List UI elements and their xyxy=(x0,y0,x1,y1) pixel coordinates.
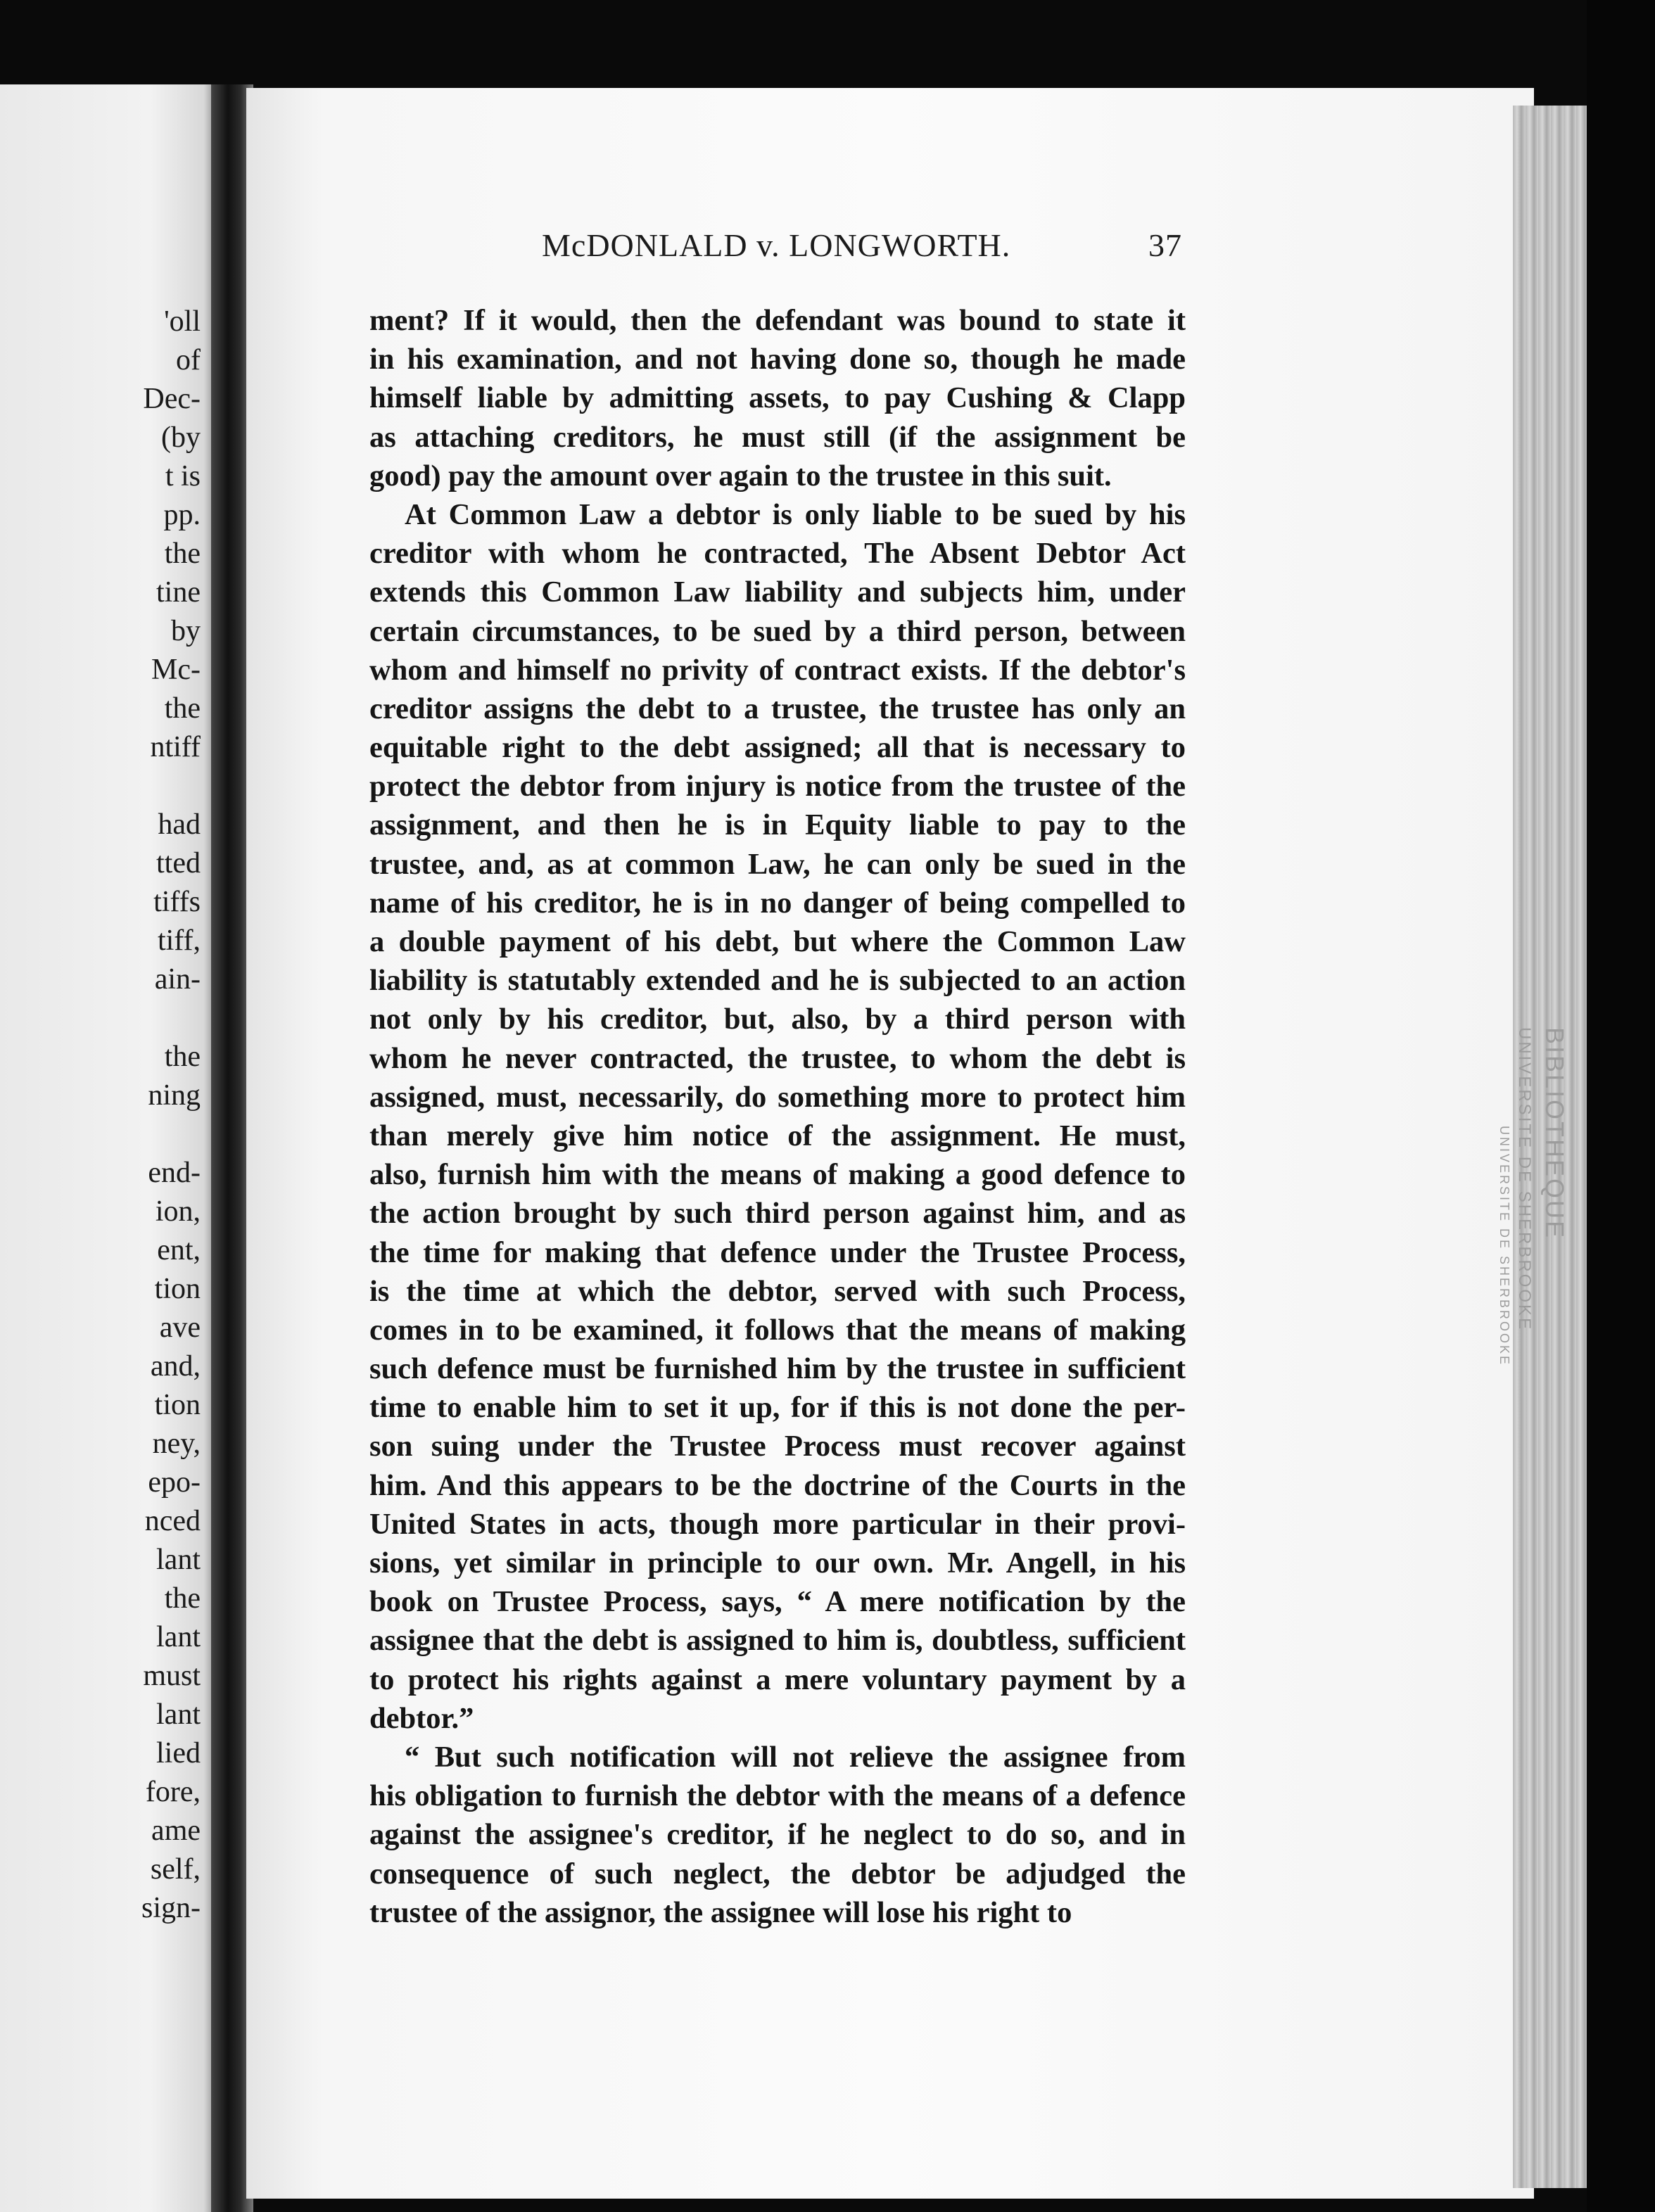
left-fragment-line: tion xyxy=(154,1389,201,1421)
left-fragment-line: ame xyxy=(151,1814,201,1847)
left-fragment-line: Dec- xyxy=(143,383,201,415)
running-head-title: McDONLALD v. LONGWORTH. xyxy=(542,227,1011,263)
left-fragment-line: tted xyxy=(156,847,201,879)
running-head xyxy=(542,227,1182,269)
text-line: consequence of such neglect, the debtor be adjudged the xyxy=(369,1857,1186,1890)
text-line: equitable right to the debt assigned; all that is necessary to xyxy=(369,731,1186,765)
text-line: assignee that the debt is assigned to him is, doubtless, sufficient xyxy=(369,1624,1186,1658)
left-fragment-line: by xyxy=(171,615,201,647)
stamp-line-3: UNIVERSITE DE SHERBROOKE xyxy=(1497,1126,1511,1367)
body-text xyxy=(369,301,1186,1932)
left-fragment-line: ning xyxy=(148,1079,201,1112)
left-fragment-line xyxy=(18,999,201,1038)
left-fragment-line: tiff, xyxy=(157,924,201,957)
left-fragment-line: Mc- xyxy=(151,654,201,686)
text-line: such defence must be furnished him by the trustee in sufficient xyxy=(369,1352,1186,1386)
left-fragment-line: ion, xyxy=(155,1195,201,1228)
left-fragment-line: ent, xyxy=(157,1234,201,1266)
stamp-line-2: UNIVERSITE DE SHERBROOKE xyxy=(1515,1027,1534,1332)
left-fragment-line: must xyxy=(143,1660,201,1692)
left-fragment-line: fore, xyxy=(145,1776,201,1808)
left-fragment-line: the xyxy=(164,1582,201,1615)
text-line: At Common Law a debtor is only liable to be sued by his xyxy=(405,497,1186,531)
left-fragment-line: and, xyxy=(150,1350,201,1382)
text-line: creditor with whom he contracted, The Absent Debtor Act xyxy=(369,537,1186,571)
left-page xyxy=(0,84,215,2212)
text-line: book on Trustee Process, says, “ A mere notification by the xyxy=(369,1585,1186,1619)
page-number: 37 xyxy=(1148,227,1182,263)
left-fragment-line: tion xyxy=(154,1273,201,1305)
left-fragment-line: nced xyxy=(144,1505,201,1537)
text-line: not only by his creditor, but, also, by a third person with xyxy=(369,1003,1186,1036)
text-line: “ But such notification will not relieve the assignee from xyxy=(405,1740,1186,1774)
text-line: assignment, and then he is in Equity liable to pay to the xyxy=(369,808,1186,842)
text-line: comes in to be examined, it follows that the means of making xyxy=(369,1313,1186,1347)
text-line: liability is statutably extended and he is subjected to an action xyxy=(369,964,1186,998)
text-line: certain circumstances, to be sued by a third person, between xyxy=(369,614,1186,648)
text-line: time to enable him to set it up, for if this is not done the per- xyxy=(369,1391,1186,1425)
left-fragment-line: the xyxy=(164,538,201,570)
left-fragment-line xyxy=(18,767,201,806)
left-fragment-line: end- xyxy=(148,1157,201,1189)
text-line: whom and himself no privity of contract exists. If the debtor's xyxy=(369,653,1186,687)
text-line: ment? If it would, then the defendant was bound to state it xyxy=(369,304,1186,337)
text-line: trustee of the assignor, the assignee will lose his right to xyxy=(369,1895,1072,1929)
text-line: United States in acts, though more particular in their provi- xyxy=(369,1507,1186,1541)
text-line: debtor.” xyxy=(369,1701,474,1735)
stamp-line-1: BIBLIOTHEQUE xyxy=(1540,1027,1569,1240)
left-fragment-line: ave xyxy=(159,1311,201,1344)
left-fragment-line: ney, xyxy=(152,1428,201,1460)
text-line: sions, yet similar in principle to our own. Mr. Angell, in his xyxy=(369,1546,1186,1579)
left-fragment-line: pp. xyxy=(163,499,201,531)
text-line: the time for making that defence under the Trustee Process, xyxy=(369,1235,1186,1269)
left-fragment-line: ntiff xyxy=(150,731,201,763)
text-line: son suing under the Trustee Process must recover against xyxy=(369,1430,1186,1463)
left-fragment-line: (by xyxy=(161,421,201,454)
left-fragment-line: the xyxy=(164,692,201,725)
left-fragment-line: lant xyxy=(156,1544,201,1576)
left-fragment-line: lant xyxy=(156,1621,201,1653)
text-line: creditor assigns the debt to a trustee, the trustee has only an xyxy=(369,692,1186,725)
left-fragment-line: epo- xyxy=(148,1466,201,1499)
text-line: good) pay the amount over again to the trustee in this suit. xyxy=(369,459,1112,492)
left-fragment-line: sign- xyxy=(141,1892,201,1924)
text-line: extends this Common Law liability and subjects him, under xyxy=(369,576,1186,609)
text-line: whom he never contracted, the trustee, to whom the debt is xyxy=(369,1041,1186,1075)
left-fragment-line: tine xyxy=(156,576,201,609)
left-fragment-line: had xyxy=(158,808,201,841)
text-line: a double payment of his debt, but where the Common Law xyxy=(369,925,1186,958)
text-line: in his examination, and not having done so, though he made xyxy=(369,343,1186,376)
text-line: is the time at which the debtor, served with such Process, xyxy=(369,1274,1186,1308)
left-fragment-line: t is xyxy=(165,460,201,492)
text-line: as attaching creditors, he must still (if the assignment be xyxy=(369,420,1186,454)
library-stamp xyxy=(1464,1027,1590,1449)
text-line: assigned, must, necessarily, do something more to protect him xyxy=(369,1080,1186,1114)
left-fragment-line: of xyxy=(176,344,201,376)
text-line: to protect his rights against a mere voluntary payment by a xyxy=(369,1663,1186,1696)
text-line: name of his creditor, he is in no danger of being compelled to xyxy=(369,886,1186,920)
text-line: against the assignee's creditor, if he neglect to do so, and in xyxy=(369,1818,1186,1852)
left-fragment-line: 'oll xyxy=(164,305,201,338)
text-line: than merely give him notice of the assignment. He must, xyxy=(369,1119,1186,1152)
text-line: him. And this appears to be the doctrine of the Courts in the xyxy=(369,1468,1186,1502)
text-line: trustee, and, as at common Law, he can only be sued in the xyxy=(369,847,1186,881)
left-fragment-line: lant xyxy=(156,1698,201,1731)
left-fragment-line xyxy=(18,1115,201,1154)
left-fragment-line: tiffs xyxy=(153,886,201,918)
left-page-text-fragments xyxy=(18,303,201,1928)
left-fragment-line: lied xyxy=(156,1737,201,1769)
left-fragment-line: self, xyxy=(150,1853,201,1886)
text-line: also, furnish him with the means of making a good defence to xyxy=(369,1158,1186,1192)
text-line: himself liable by admitting assets, to pay Cushing & Clapp xyxy=(369,381,1186,415)
text-line: his obligation to furnish the debtor with the means of a defence xyxy=(369,1779,1186,1813)
background-edge xyxy=(1587,0,1655,2212)
left-fragment-line: the xyxy=(164,1041,201,1073)
left-fragment-line: ain- xyxy=(154,963,201,996)
text-line: protect the debtor from injury is notice from the trustee of the xyxy=(369,770,1186,803)
text-line: the action brought by such third person against him, and as xyxy=(369,1197,1186,1231)
